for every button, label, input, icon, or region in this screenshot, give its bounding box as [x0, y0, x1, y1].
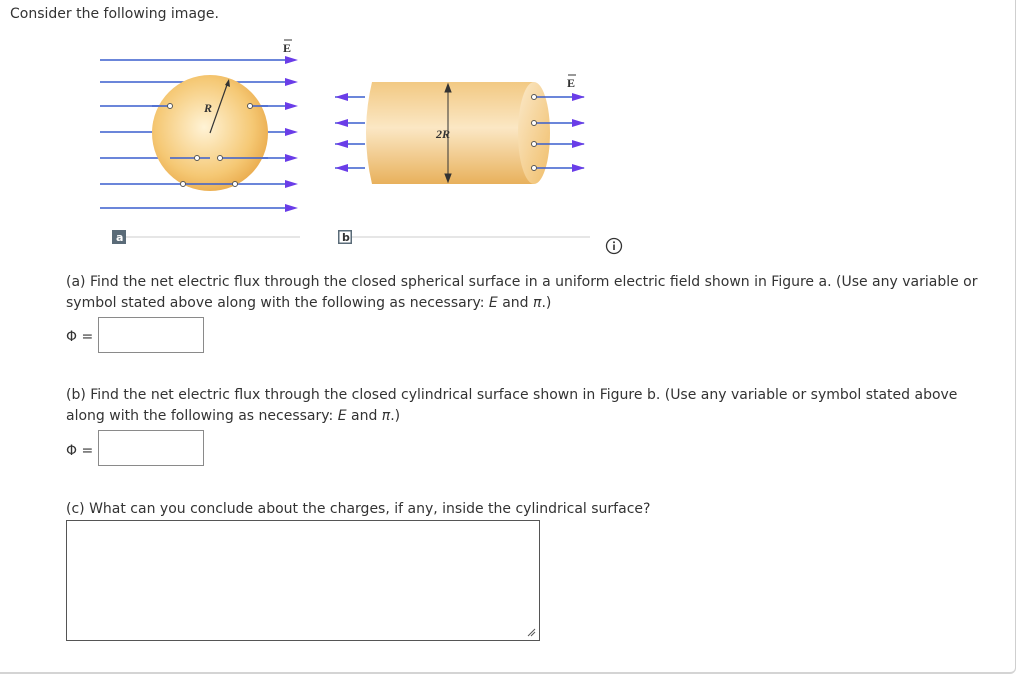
arrowheads-a — [285, 56, 298, 212]
svg-text:b: b — [342, 231, 350, 244]
answer-a-input[interactable] — [98, 317, 204, 353]
label-R: R — [204, 101, 213, 115]
question-a-line1: (a) Find the net electric flux through the closed spherical surface in a uniform electric field shown in Figure a. (Use any variable or — [66, 274, 978, 290]
label-E-b: E — [567, 76, 576, 90]
question-b-line1: (b) Find the net electric flux through the closed cylindrical surface shown in Figure b. (Use any variable or symbol stated above — [66, 387, 958, 403]
panel-a-caption — [112, 230, 300, 244]
label-2R: 2R — [436, 127, 451, 141]
intro-text: Consider the following image. — [10, 6, 219, 22]
question-b — [66, 385, 986, 427]
question-a — [66, 272, 986, 314]
arrowheads-b-left — [335, 93, 348, 172]
label-E-a: E — [283, 41, 292, 55]
question-c: (c) What can you conclude about the charges, if any, inside the cylindrical surface? — [66, 501, 651, 517]
arrowheads-b-right — [572, 93, 585, 172]
field-lines-b-left — [335, 97, 365, 168]
svg-text:a: a — [116, 231, 124, 244]
physics-figure — [90, 30, 635, 258]
answer-a-label: Φ = — [66, 329, 94, 345]
resize-grip-icon[interactable] — [526, 627, 536, 637]
question-a-line2: symbol stated above along with the following as necessary: E and π.) — [66, 295, 552, 311]
answer-b-label: Φ = — [66, 443, 94, 459]
question-b-line2: along with the following as necessary: E and π.) — [66, 408, 401, 424]
gaussian-cylinder — [366, 82, 550, 184]
answer-c-textarea[interactable] — [66, 520, 540, 641]
info-circle-icon[interactable] — [605, 237, 623, 255]
answer-b-input[interactable] — [98, 430, 204, 466]
panel-b-caption — [338, 230, 590, 244]
